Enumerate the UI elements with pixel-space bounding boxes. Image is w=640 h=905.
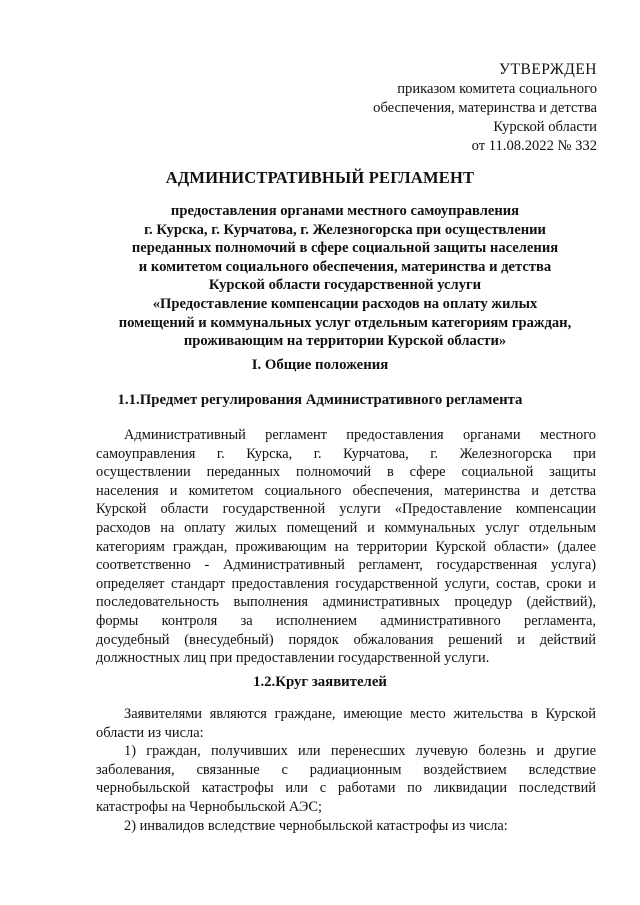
paragraph-line: должностных лиц при предоставлении государственной услуги. (96, 650, 490, 667)
subtitle-line: помещений и коммунальных услуг отдельным категориям граждан, (118, 314, 572, 331)
paragraph-line: области из числа: (96, 724, 204, 741)
approval-line: обеспечения, материнства и детства (373, 100, 597, 116)
paragraph-line: определяет стандарт предоставления государственной услуги, состав, сроки и (96, 575, 596, 592)
section-heading-subject: 1.1.Предмет регулирования Административного регламента (117, 392, 523, 408)
subtitle-line: Курской области государственной услуги (208, 277, 482, 294)
list-item-line: заболевания, связанные с радиационным воздействием вследствие (96, 761, 596, 778)
approval-heading: УТВЕРЖДЕН (499, 61, 597, 78)
subtitle-line: и комитетом социального обеспечения, материнства и детства (138, 258, 552, 275)
subtitle-line: предоставления органами местного самоуправления (170, 203, 520, 219)
paragraph-line: населения и комитетом социального обеспечения, материнства и детства (96, 482, 596, 499)
paragraph-line: расходов на оплату жилых помещений и коммунальных услуг отдельным (96, 519, 596, 536)
approval-date-number: от 11.08.2022 № 332 (471, 138, 597, 154)
section-heading-applicants: 1.2.Круг заявителей (253, 674, 387, 690)
paragraph-applicants (96, 705, 596, 835)
subtitle-line: г. Курска, г. Курчатова, г. Железногорска при осуществлении (144, 221, 546, 238)
document-subtitle (85, 202, 605, 351)
subtitle-line: переданных полномочий в сфере социальной защиты населения (131, 240, 559, 257)
paragraph-line: соответственно - Административный регламент, государственная услуга) (96, 557, 596, 574)
document-title: АДМИНИСТРАТИВНЫЙ РЕГЛАМЕНТ (165, 168, 475, 187)
paragraph-line: формы контроля за исполнением административного регламента, (96, 612, 596, 629)
paragraph-line: осуществлении переданных полномочий в сфере социальной защиты (96, 464, 596, 481)
paragraph-line: досудебный (внесудебный) порядок обжалования решений и действий (96, 631, 596, 648)
approval-block (373, 60, 597, 156)
list-item-line: катастрофы на Чернобыльской АЭС; (96, 798, 322, 815)
list-item-line: 2) инвалидов вследствие чернобыльской катастрофы из числа: (124, 817, 508, 834)
paragraph-line: последовательность выполнения административных процедур (действий), (96, 594, 596, 611)
paragraph-line: самоуправления г. Курска, г. Курчатова, г. Железногорска при (96, 445, 596, 462)
paragraph-line: Административный регламент предоставления органами местного (124, 427, 596, 443)
paragraph-line: Курской области государственной услуги «Предоставление компенсации (96, 501, 596, 518)
paragraph-line: Заявителями являются граждане, имеющие место жительства в Курской (124, 706, 596, 722)
approval-line: приказом комитета социального (397, 81, 597, 97)
paragraph-line: категориям граждан, проживающим на территории Курской области» (далее (96, 538, 596, 555)
list-item-line: чернобыльской катастрофы или с работами по ликвидации последствий (96, 780, 596, 797)
subtitle-line: проживающим на территории Курской области» (183, 333, 507, 350)
list-item-line: 1) граждан, получивших или перенесших лучевую болезнь и другие (124, 743, 596, 760)
section-heading-general: I. Общие положения (251, 357, 389, 373)
paragraph-subject (96, 426, 596, 668)
subtitle-line: «Предоставление компенсации расходов на оплату жилых (152, 295, 538, 312)
approval-line: Курской области (493, 119, 597, 135)
